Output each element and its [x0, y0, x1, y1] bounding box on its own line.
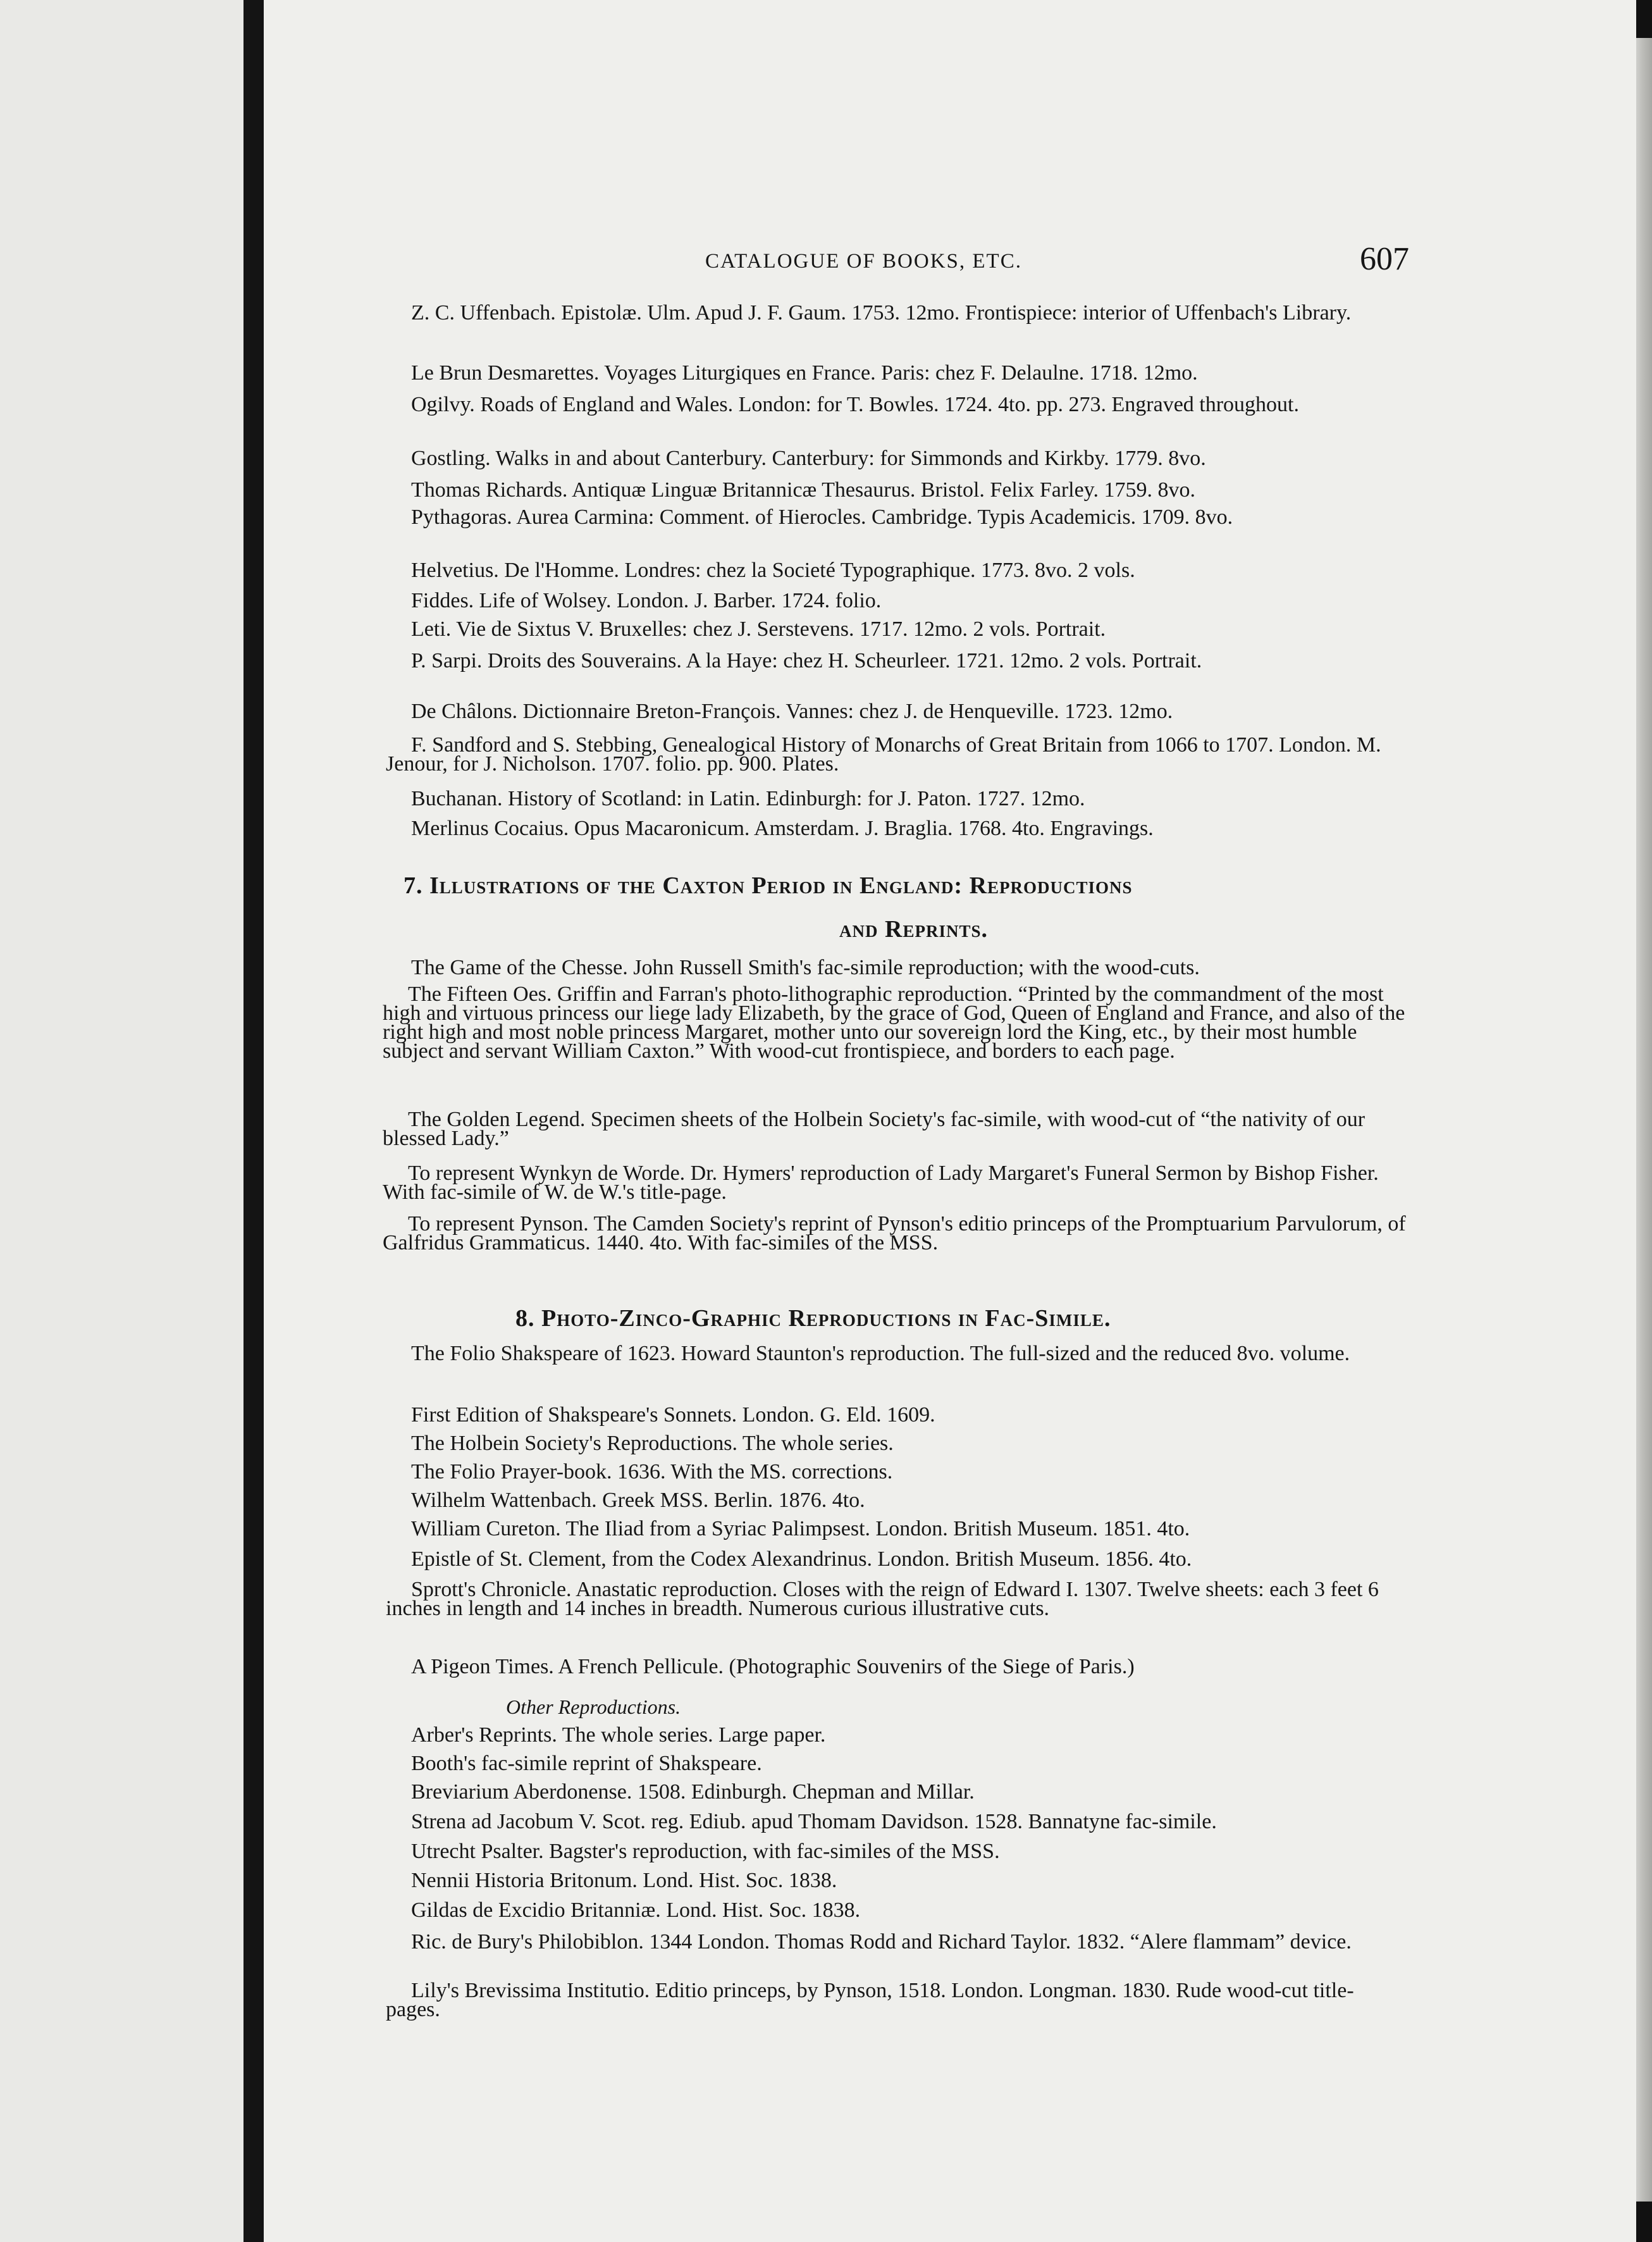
page-number: 607 — [1360, 241, 1409, 277]
catalogue-entry: A Pigeon Times. A French Pellicule. (Photographic Souvenirs of the Siege of Paris.) — [411, 1655, 1135, 1678]
catalogue-entry: William Cureton. The Iliad from a Syriac Palimpsest. London. British Museum. 1851. 4to. — [411, 1517, 1190, 1540]
section-heading: and Reprints. — [839, 916, 988, 943]
catalogue-entry: Thomas Richards. Antiquæ Linguæ Britannicæ Thesaurus. Bristol. Felix Farley. 1759. 8vo. — [411, 478, 1195, 502]
catalogue-entry: Pythagoras. Aurea Carmina: Comment. of Hierocles. Cambridge. Typis Academicis. 1709. 8vo. — [411, 505, 1233, 529]
catalogue-entry: Leti. Vie de Sixtus V. Bruxelles: chez J. Serstevens. 1717. 12mo. 2 vols. Portrait. — [411, 617, 1106, 641]
catalogue-entry: The Game of the Chesse. John Russell Smith's fac-simile reproduction; with the wood-cuts. — [411, 956, 1200, 979]
catalogue-entry: The Fifteen Oes. Griffin and Farran's photo-lithographic reproduction. “Printed by the commandment of the most high and virtuous princess our liege lady Elizabeth, by the grace of God, Queen of England and France, and also of the right high and most noble princess Margaret, mother unto our sovereign lord the King, etc., by their most humble subject and servant William Caxton.” With wood-cut frontispiece, and borders to each page. — [383, 982, 1405, 1063]
catalogue-entry: The Folio Shakspeare of 1623. Howard Staunton's reproduction. The full-sized and the reduced 8vo. volume. — [411, 1342, 1350, 1365]
catalogue-entry: Le Brun Desmarettes. Voyages Liturgiques en France. Paris: chez F. Delaulne. 1718. 12mo. — [411, 361, 1198, 385]
catalogue-entry: Buchanan. History of Scotland: in Latin. Edinburgh: for J. Paton. 1727. 12mo. — [411, 787, 1085, 810]
catalogue-entry: Merlinus Cocaius. Opus Macaronicum. Amsterdam. J. Braglia. 1768. 4to. Engravings. — [411, 817, 1154, 840]
catalogue-entry: Breviarium Aberdonense. 1508. Edinburgh. Chepman and Millar. — [411, 1780, 975, 1804]
catalogue-entry: Gildas de Excidio Britanniæ. Lond. Hist. Soc. 1838. — [411, 1898, 861, 1922]
subsection-heading: Other Reproductions. — [506, 1695, 681, 1718]
catalogue-entry: P. Sarpi. Droits des Souverains. A la Haye: chez H. Scheurleer. 1721. 12mo. 2 vols. Portrait. — [411, 649, 1202, 672]
catalogue-entry: First Edition of Shakspeare's Sonnets. London. G. Eld. 1609. — [411, 1403, 935, 1427]
catalogue-entry: Strena ad Jacobum V. Scot. reg. Ediub. apud Thomam Davidson. 1528. Bannatyne fac-simile. — [411, 1810, 1217, 1833]
catalogue-entry: Ogilvy. Roads of England and Wales. London: for T. Bowles. 1724. 4to. pp. 273. Engraved throughout. — [411, 393, 1299, 416]
catalogue-entry: Helvetius. De l'Homme. Londres: chez la Societé Typographique. 1773. 8vo. 2 vols. — [411, 559, 1135, 582]
catalogue-entry: Gostling. Walks in and about Canterbury. Canterbury: for Simmonds and Kirkby. 1779. 8vo. — [411, 447, 1206, 470]
catalogue-entry: To represent Wynkyn de Worde. Dr. Hymers' reproduction of Lady Margaret's Funeral Sermon by Bishop Fisher. With fac-simile of W. de W.'s title-page. — [383, 1161, 1379, 1204]
section-heading: 8. Photo-Zinco-Graphic Reproductions in Fac-Simile. — [515, 1305, 1111, 1332]
catalogue-entry: Arber's Reprints. The whole series. Large paper. — [411, 1723, 826, 1747]
catalogue-entry: Ric. de Bury's Philobiblon. 1344 London. Thomas Rodd and Richard Taylor. 1832. “Alere flammam” device. — [411, 1930, 1352, 1954]
catalogue-entry: Booth's fac-simile reprint of Shakspeare. — [411, 1752, 762, 1775]
catalogue-entry: Z. C. Uffenbach. Epistolæ. Ulm. Apud J. F. Gaum. 1753. 12mo. Frontispiece: interior of Uffenbach's Library. — [411, 301, 1352, 325]
catalogue-entry: The Holbein Society's Reproductions. The whole series. — [411, 1432, 894, 1455]
catalogue-entry: Epistle of St. Clement, from the Codex Alexandrinus. London. British Museum. 1856. 4to. — [411, 1547, 1192, 1571]
catalogue-entry: Fiddes. Life of Wolsey. London. J. Barber. 1724. folio. — [411, 589, 882, 612]
catalogue-entry: Utrecht Psalter. Bagster's reproduction, with fac-similes of the MSS. — [411, 1840, 1000, 1863]
catalogue-entry: The Golden Legend. Specimen sheets of the Holbein Society's fac-simile, with wood-cut of “the nativity of our blessed Lady.” — [383, 1108, 1365, 1150]
catalogue-entry: The Folio Prayer-book. 1636. With the MS. corrections. — [411, 1460, 893, 1483]
book-gutter — [243, 0, 264, 2242]
catalogue-entry: Lily's Brevissima Institutio. Editio princeps, by Pynson, 1518. London. Longman. 1830. Rude wood-cut title-pages. — [386, 1979, 1354, 2021]
catalogue-entry: Sprott's Chronicle. Anastatic reproduction. Closes with the reign of Edward I. 1307. Twelve sheets: each 3 feet 6 inches in length and 14 inches in breadth. Numerous curious illustrative cuts. — [386, 1578, 1379, 1620]
catalogue-entry: De Châlons. Dictionnaire Breton-François. Vannes: chez J. de Henqueville. 1723. 12mo. — [411, 700, 1173, 723]
section-heading: 7. Illustrations of the Caxton Period in England: Reproductions — [404, 872, 1133, 899]
catalogue-entry: F. Sandford and S. Stebbing, Genealogical History of Monarchs of Great Britain from 1066 to 1707. London. M. Jenour, for J. Nicholson. 1707. folio. pp. 900. Plates. — [386, 733, 1381, 776]
running-title: CATALOGUE OF BOOKS, ETC. — [705, 250, 1022, 273]
catalogue-entry: To represent Pynson. The Camden Society's reprint of Pynson's editio princeps of the Promptuarium Parvulorum, of Galfridus Grammaticus. 1440. 4to. With fac-similes of the MSS. — [383, 1212, 1406, 1254]
left-page — [0, 0, 243, 2242]
catalogue-entry: Wilhelm Wattenbach. Greek MSS. Berlin. 1876. 4to. — [411, 1489, 865, 1512]
page-edge — [1636, 38, 1652, 2202]
catalogue-entry: Nennii Historia Britonum. Lond. Hist. Soc. 1838. — [411, 1869, 837, 1892]
